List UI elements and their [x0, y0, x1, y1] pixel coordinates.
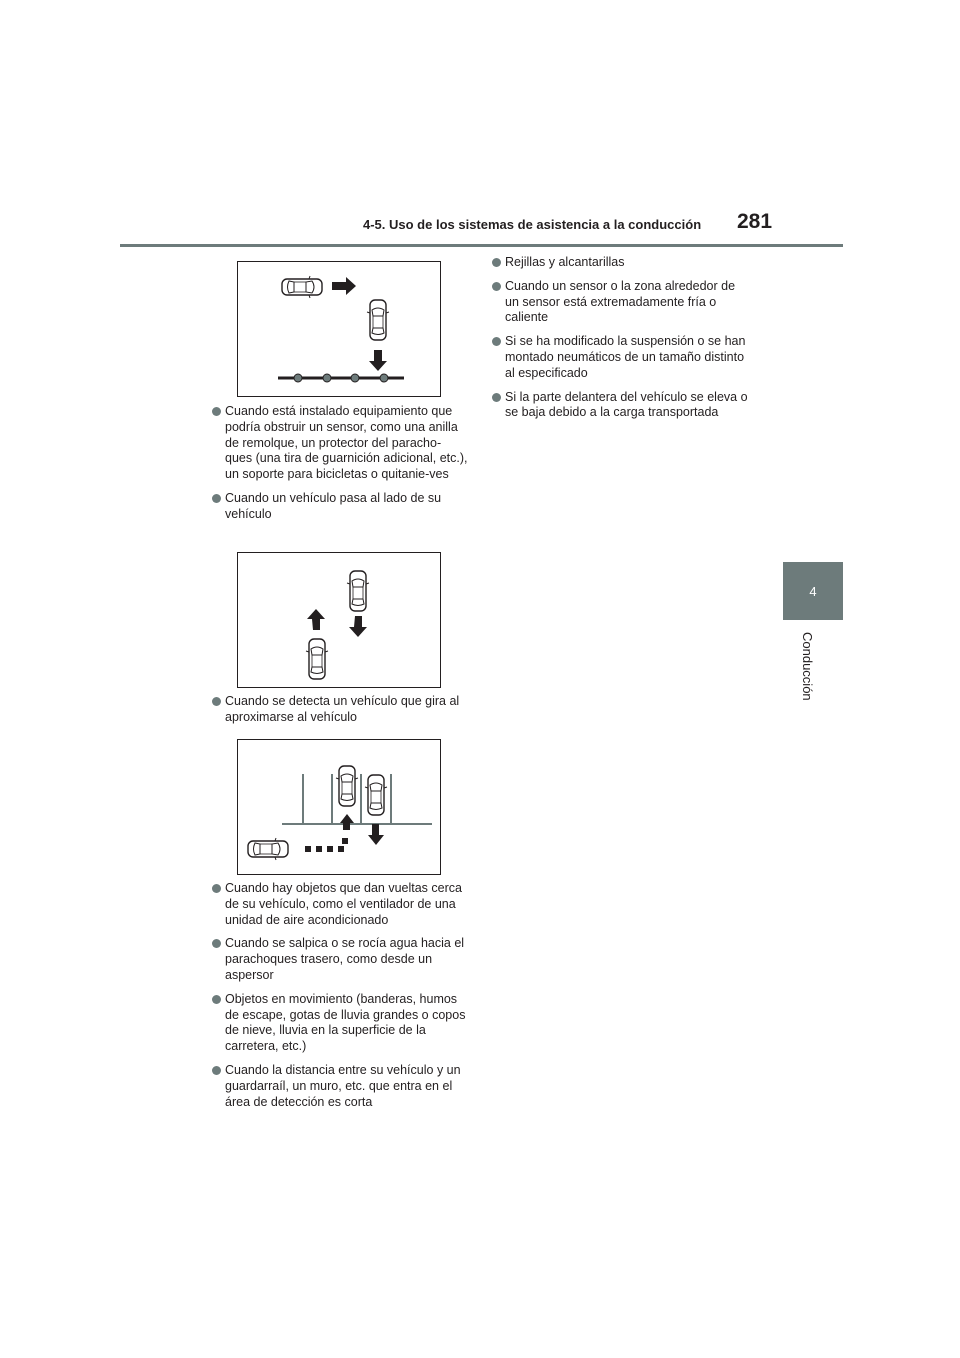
- bullet-list-right: [492, 255, 750, 429]
- arrow-icon: [307, 609, 325, 630]
- list-item: [212, 1063, 468, 1110]
- list-item: [212, 881, 468, 928]
- car-top-view-icon: [336, 766, 358, 806]
- list-item: [492, 279, 750, 326]
- list-item-text: Cuando se detecta un vehículo que gira al aproximarse al vehículo: [225, 694, 460, 724]
- bullet-dot-icon: [492, 393, 501, 402]
- bullet-dot-icon: [212, 697, 221, 706]
- tow-bar-node: [351, 374, 359, 382]
- bullet-dot-icon: [212, 939, 221, 948]
- figure-turning-vehicle: [237, 739, 441, 875]
- bullet-list-2: [212, 694, 468, 734]
- chapter-tab: [783, 562, 843, 620]
- list-item: [492, 334, 750, 381]
- list-item-text: Cuando está instalado equipamiento que podría obstruir un sensor, como una anilla de remolque, un protector del paracho-ques (una tira de guarnición adicional, etc.), un soporte para bicicletas o quitanie-ves: [225, 404, 468, 482]
- turn-path-icon: [305, 838, 348, 852]
- tow-bar-node: [323, 374, 331, 382]
- car-top-view-icon: [347, 571, 369, 611]
- page-number: 281: [737, 210, 773, 233]
- bullet-dot-icon: [212, 494, 221, 503]
- list-item-text: Cuando un vehículo pasa al lado de su vehículo: [225, 490, 442, 521]
- bullet-list-3: [212, 881, 468, 1118]
- bullet-dot-icon: [492, 282, 501, 291]
- list-item-text: Si la parte delantera del vehículo se eleva o se baja debido a la carga transportada: [505, 389, 748, 420]
- list-item: [492, 255, 750, 271]
- tow-bar-node: [294, 374, 302, 382]
- car-top-view-icon: [282, 276, 322, 298]
- car-top-view-icon: [367, 300, 389, 340]
- bullet-dot-icon: [212, 1066, 221, 1075]
- car-top-view-icon: [306, 639, 328, 679]
- list-item: [212, 491, 468, 523]
- figure-towing-equipment: [237, 261, 441, 397]
- bullet-dot-icon: [492, 337, 501, 346]
- tow-bar-node: [380, 374, 388, 382]
- list-item-text: Cuando se salpica o se rocía agua hacia el parachoques trasero, como desde un aspersor: [225, 936, 465, 982]
- arrow-icon: [332, 277, 356, 295]
- bullet-dot-icon: [212, 407, 221, 416]
- chapter-label: Conducción: [800, 632, 815, 701]
- list-item: [212, 936, 468, 983]
- bullet-dot-icon: [492, 258, 501, 267]
- car-top-view-icon: [365, 775, 387, 815]
- bullet-list-1: [212, 404, 468, 531]
- list-item-text: Objetos en movimiento (banderas, humos de escape, gotas de lluvia grandes o copos de nieve, lluvia en la superficie de la carretera, etc.): [225, 991, 466, 1054]
- arrow-icon: [349, 616, 367, 637]
- arrow-icon: [369, 350, 387, 371]
- list-item-text: Cuando la distancia entre su vehículo y un guardarraíl, un muro, etc. que entra en el área de detección es corta: [225, 1062, 461, 1109]
- list-item: [212, 404, 468, 483]
- section-title: 4-5. Uso de los sistemas de asistencia a la conducción: [363, 217, 702, 232]
- list-item-text: Rejillas y alcantarillas: [505, 255, 625, 269]
- arrow-icon: [368, 824, 384, 845]
- list-item: [212, 694, 468, 726]
- header-rule: [120, 244, 843, 247]
- list-item-text: Si se ha modificado la suspensión o se han montado neumáticos de un tamaño distinto al especificado: [505, 334, 746, 380]
- bullet-dot-icon: [212, 884, 221, 893]
- list-item-text: Cuando un sensor o la zona alrededor de un sensor está extremadamente fría o caliente: [505, 278, 736, 325]
- car-top-view-icon: [248, 838, 288, 860]
- list-item: [492, 390, 750, 422]
- bullet-dot-icon: [212, 995, 221, 1004]
- list-item-text: Cuando hay objetos que dan vueltas cerca de su vehículo, como el ventilador de una unidad de aire acondicionado: [225, 881, 462, 927]
- figure-passing-vehicle: [237, 552, 441, 688]
- chapter-number: 4: [809, 583, 817, 599]
- arrow-icon: [340, 814, 354, 830]
- list-item: [212, 992, 468, 1055]
